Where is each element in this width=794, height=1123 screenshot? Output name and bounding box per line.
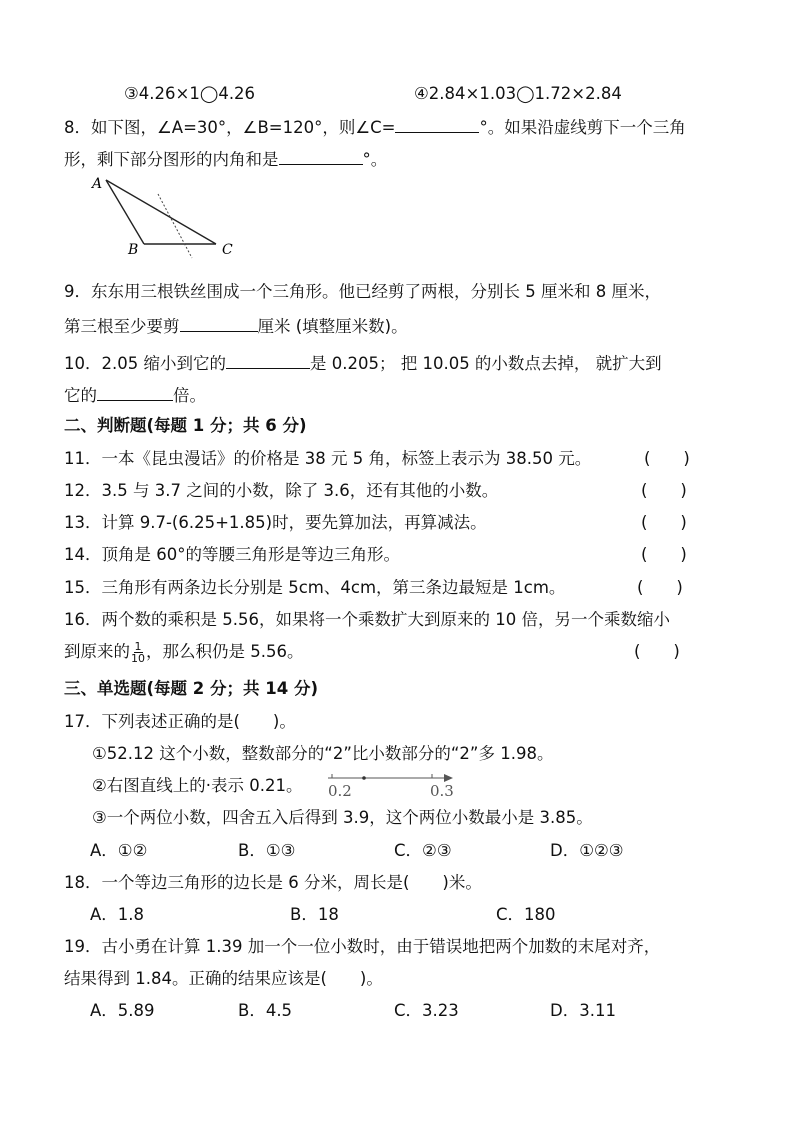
q18-option-c[interactable]: C．180 [496,905,556,924]
q16-text-a: 到原来的 [64,642,130,661]
q19-option-c[interactable]: C．3.23 [394,1001,459,1020]
q19-option-a[interactable]: A．5.89 [90,1001,155,1020]
q17-option-a[interactable]: A．①② [90,841,148,860]
q16-line1: 16．两个数的乘积是 5.56，如果将一个乘数扩大到原来的 10 倍，另一个乘数缩小 [64,610,670,629]
q10-line2 [64,382,206,408]
edge-ab [106,180,144,244]
q9-text-b: 厘米 (填整厘米数)。 [257,317,408,336]
q7-part3: ③4.26×1◯4.26 [124,84,256,103]
q10-text-c: 它的 [64,386,97,405]
q15-answer-paren[interactable]: ( ) [637,578,683,597]
q8-text-a: 8．如下图，∠A=30°，∠B=120°，则∠C= [64,118,396,137]
q8-text-b: °。如果沿虚线剪下一个三角 [479,118,686,137]
label-c: C [222,242,233,258]
q11-answer-paren[interactable]: ( ) [644,449,690,468]
q19-option-d[interactable]: D．3.11 [550,1001,616,1020]
section3-title: 三、单选题(每题 2 分；共 14 分) [64,679,319,698]
q8-blank-2[interactable] [279,146,363,165]
q15: 15．三角形有两条边长分别是 5cm、4cm，第三条边最短是 1cm。 [64,578,566,597]
q18-option-b[interactable]: B．18 [290,905,339,924]
label-a: A [92,176,103,192]
q8-text-d: °。 [362,150,388,169]
q16-frac-num: 1 [134,640,142,653]
q16-text-b: ，那么积仍是 5.56。 [146,642,304,661]
q9-blank[interactable] [180,313,258,332]
q12: 12．3.5 与 3.7 之间的小数，除了 3.6，还有其他的小数。 [64,481,499,500]
tick-label-0-3: 0.3 [430,782,454,800]
q10-text-d: 倍。 [173,386,206,405]
q10-blank-2[interactable] [97,382,173,401]
number-line-dot [362,776,366,780]
q17-statement-2: ②右图直线上的·表示 0.21。 [92,776,303,795]
q13-answer-paren[interactable]: ( ) [641,513,687,532]
q19-line2: 结果得到 1.84。正确的结果应该是( )。 [64,969,383,988]
q17-number-line [326,770,458,800]
label-b: B [128,242,139,258]
q16-line2 [64,640,303,664]
q17-statement-1: ①52.12 这个小数，整数部分的“2”比小数部分的“2”多 1.98。 [92,744,554,763]
q18-option-a[interactable]: A．1.8 [90,905,145,924]
q19-line1: 19．古小勇在计算 1.39 加一个一位小数时，由于错误地把两个加数的末尾对齐， [64,937,661,956]
q9-line2 [64,313,408,339]
q17-option-d[interactable]: D．①②③ [550,841,624,860]
q17-stem: 17．下列表述正确的是( )。 [64,712,296,731]
q16-answer-paren[interactable]: ( ) [634,642,680,661]
q16-frac-den: 10 [131,652,145,665]
q10-blank-1[interactable] [226,350,310,369]
q9-line1: 9．东东用三根铁丝围成一个三角形。他已经剪了两根，分别长 5 厘米和 8 厘米， [64,282,661,301]
edge-ac [106,180,216,244]
q8-line2 [64,146,387,172]
q17-option-c[interactable]: C．②③ [394,841,452,860]
q12-answer-paren[interactable]: ( ) [641,481,687,500]
q14: 14．顶角是 60°的等腰三角形是等边三角形。 [64,545,400,564]
q8-text-c: 形，剩下部分图形的内角和是 [64,150,279,169]
q8-triangle-figure [84,172,244,264]
q14-answer-paren[interactable]: ( ) [641,545,687,564]
q13: 13．计算 9.7-(6.25+1.85)时，要先算加法，再算减法。 [64,513,487,532]
q8-line1 [64,114,686,140]
q18-stem: 18．一个等边三角形的边长是 6 分米，周长是( )米。 [64,873,482,892]
q8-blank-1[interactable] [395,114,479,133]
q7-part4: ④2.84×1.03◯1.72×2.84 [414,84,622,103]
q11: 11．一本《昆虫漫话》的价格是 38 元 5 角，标签上表示为 38.50 元。 [64,449,592,468]
q10-text-a: 10．2.05 缩小到它的 [64,354,226,373]
q10-line1 [64,350,662,376]
cut-dashed-line [158,194,192,258]
q19-option-b[interactable]: B．4.5 [238,1001,293,1020]
section2-title: 二、判断题(每题 1 分；共 6 分) [64,416,307,435]
q10-text-b: 是 0.205； 把 10.05 的小数点去掉， 就扩大到 [309,354,662,373]
tick-label-0-2: 0.2 [328,782,352,800]
q17-option-b[interactable]: B．①③ [238,841,296,860]
q16-fraction [131,641,145,664]
number-line-arrow [444,774,453,782]
q17-statement-3: ③一个两位小数，四舍五入后得到 3.9，这个两位小数最小是 3.85。 [92,808,593,827]
q9-text-a: 第三根至少要剪 [64,317,180,336]
